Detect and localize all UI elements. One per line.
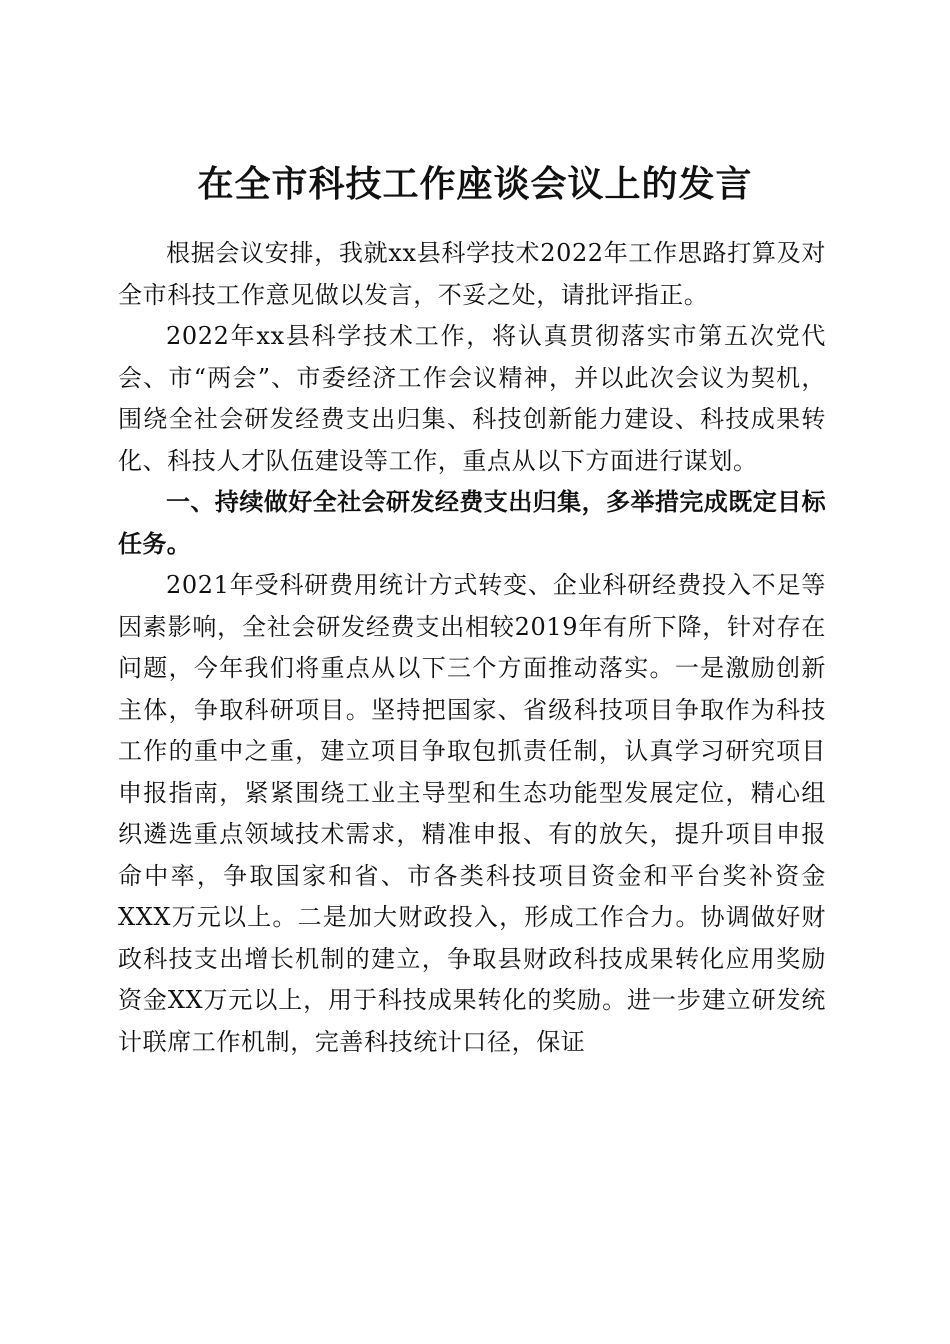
paragraph-intro: 根据会议安排，我就xx县科学技术2022年工作思路打算及对全市科技工作意见做以发言，不妥之处，请批评指正。 bbox=[118, 239, 826, 309]
document-title: 在全市科技工作座谈会议上的发言 bbox=[197, 163, 753, 206]
document-body bbox=[118, 233, 826, 1063]
paragraph-overview: 2022年xx县科学技术工作，将认真贯彻落实市第五次党代会、市“两会”、市委经济工作会议精神，并以此次会议为契机，围绕全社会研发经费支出归集、科技创新能力建设、科技成果转化、科技人才队伍建设等工作，重点从以下方面进行谋划。 bbox=[118, 322, 826, 475]
paragraph-section-1: 2021年受科研费用统计方式转变、企业科研经费投入不足等因素影响，全社会研发经费支出相较2019年有所下降，针对存在问题，今年我们将重点从以下三个方面推动落实。一是激励创新主体，争取科研项目。坚持把国家、省级科技项目争取作为科技工作的重中之重，建立项目争取包抓责任制，认真学习研究项目申报指南，紧紧围绕工业主导型和生态功能型发展定位，精心组织遴选重点领域技术需求，精准申报、有的放矢，提升项目申报命中率，争取国家和省、市各类科技项目资金和平台奖补资金XXX万元以上。二是加大财政投入，形成工作合力。协调做好财政科技支出增长机制的建立，争取县财政科技成果转化应用奖励资金XX万元以上，用于科技成果转化的奖励。进一步建立研发统计联席工作机制，完善科技统计口径，保证 bbox=[118, 571, 826, 1056]
section-heading-1: 一、持续做好全社会研发经费支出归集，多举措完成既定目标任务。 bbox=[118, 488, 826, 558]
